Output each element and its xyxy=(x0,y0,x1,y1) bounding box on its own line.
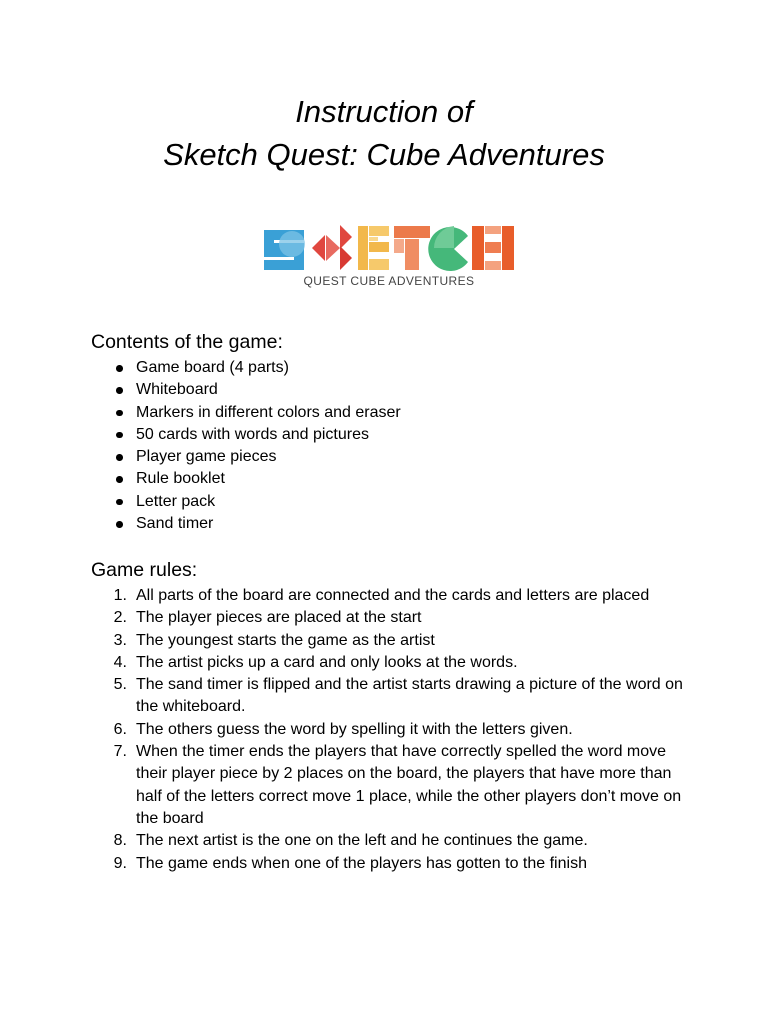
bullet-icon xyxy=(116,365,123,372)
contents-heading: Contents of the game: xyxy=(91,331,283,353)
contents-list xyxy=(91,357,401,535)
list-item: Whiteboard xyxy=(91,379,401,401)
bullet-icon xyxy=(116,432,123,439)
rules-heading: Game rules: xyxy=(91,559,198,581)
list-item: Markers in different colors and eraser xyxy=(91,402,401,424)
list-item: 9. The game ends when one of the players has gotten to the finish xyxy=(113,854,587,872)
list-item: 2. The player pieces are placed at the start xyxy=(113,609,422,627)
sketch-wordmark-logo-icon xyxy=(262,200,516,272)
bullet-icon xyxy=(116,454,123,461)
list-item: 4. The artist picks up a card and only looks at the words. xyxy=(113,653,518,671)
list-item: 7. When the timer ends the players that have correctly spelled the word move their player piece by 2 places on the board, the players that have more than half of the letters correct move 1 place, while the other players don’t move on the board xyxy=(113,743,682,827)
rules-list xyxy=(91,585,691,875)
list-item: 8. The next artist is the one on the left and he continues the game. xyxy=(113,832,588,850)
document-title-line1: Instruction of xyxy=(295,94,473,129)
list-item: 1. All parts of the board are connected and the cards and letters are placed xyxy=(113,587,650,604)
bullet-icon xyxy=(116,521,123,528)
bullet-icon xyxy=(116,499,123,506)
list-item: 50 cards with words and pictures xyxy=(91,424,401,446)
bullet-icon xyxy=(116,410,123,417)
list-item: Sand timer xyxy=(91,513,401,535)
list-item: 6. The others guess the word by spelling it with the letters given. xyxy=(113,720,573,738)
sketch-quest-logo xyxy=(262,200,516,310)
list-item: Rule booklet xyxy=(91,468,401,490)
list-item: Player game pieces xyxy=(91,446,401,468)
list-item: 3. The youngest starts the game as the artist xyxy=(113,631,435,649)
list-item: Game board (4 parts) xyxy=(91,357,401,379)
list-item: Letter pack xyxy=(91,491,401,513)
list-item: 5. The sand timer is flipped and the artist starts drawing a picture of the word on the whiteboard. xyxy=(113,676,683,716)
bullet-icon xyxy=(116,476,123,483)
bullet-icon xyxy=(116,387,123,394)
logo-subtitle: QUEST CUBE ADVENTURES xyxy=(303,274,475,288)
document-title-line2: Sketch Quest: Cube Adventures xyxy=(163,137,605,172)
